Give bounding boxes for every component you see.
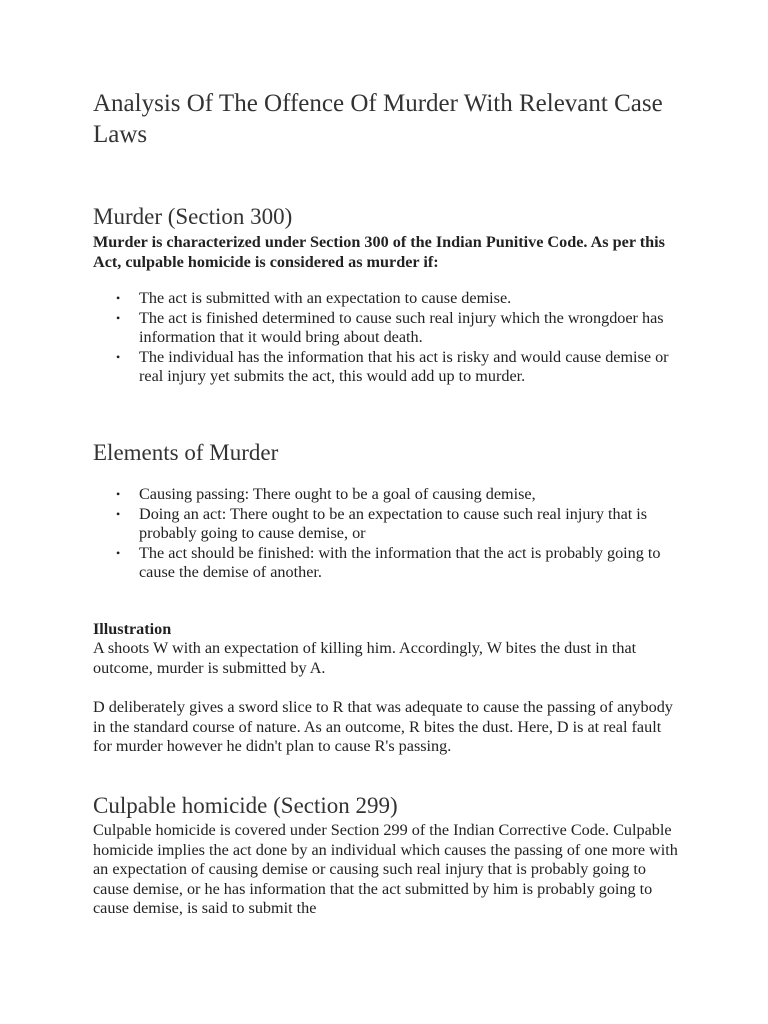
elements-section-heading: Elements of Murder <box>93 440 279 465</box>
illustration-label: Illustration <box>93 620 172 638</box>
murder-section-intro: Murder is characterized under Section 300 of the Indian Punitive Code. As per this Act, culpable homicide is considered as murder if: <box>93 233 665 271</box>
bullet-icon: • <box>116 291 121 305</box>
bullet-icon: • <box>116 545 121 560</box>
murder-section-heading: Murder (Section 300) <box>93 204 293 229</box>
list-item <box>93 309 683 348</box>
illustration-paragraph-1: A shoots W with an expectation of killing him. Accordingly, W bites the dust in that outcome, murder is submitted by A. <box>93 639 637 677</box>
illustration-paragraph-2: D deliberately gives a sword slice to R that was adequate to cause the passing of anybody in the standard course of nature. As an outcome, R bites the dust. Here, D is at real fault for murder however he didn't plan to cause R's passing. <box>93 698 673 756</box>
culpable-section-body: Culpable homicide is covered under Section 299 of the Indian Corrective Code. Culpable homicide implies the act done by an individual which causes the passing of one more with an expectation of causing demise or causing such real injury that is probably going to cause demise, or he has information that the act submitted by him is probably going to cause demise, is said to submit the <box>93 821 678 918</box>
list-item-text: The act is finished determined to cause such real injury which the wrongdoer has information that it would bring about death. <box>139 308 664 347</box>
elements-list <box>93 485 683 583</box>
list-item-text: The act is submitted with an expectation to cause demise. <box>139 289 512 307</box>
list-item-text: Causing passing: There ought to be a goal of causing demise, <box>139 485 536 503</box>
list-item-text: The act should be finished: with the information that the act is probably going to cause the demise of another. <box>139 543 661 582</box>
list-item <box>93 348 683 387</box>
culpable-section-heading: Culpable homicide (Section 299) <box>93 793 398 818</box>
bullet-icon: • <box>116 487 121 501</box>
list-item <box>93 289 683 309</box>
murder-conditions-list <box>93 289 683 387</box>
bullet-icon: • <box>116 506 121 521</box>
list-item <box>93 505 683 544</box>
list-item-text: Doing an act: There ought to be an expectation to cause such real injury that is probably going to cause demise, or <box>139 504 648 543</box>
list-item <box>93 544 683 583</box>
list-item <box>93 485 683 505</box>
document-title: Analysis Of The Offence Of Murder With Relevant Case Laws <box>93 90 663 148</box>
bullet-icon: • <box>116 310 121 325</box>
bullet-icon: • <box>116 349 121 364</box>
list-item-text: The individual has the information that his act is risky and would cause demise or real injury yet submits the act, this would add up to murder. <box>139 347 669 386</box>
